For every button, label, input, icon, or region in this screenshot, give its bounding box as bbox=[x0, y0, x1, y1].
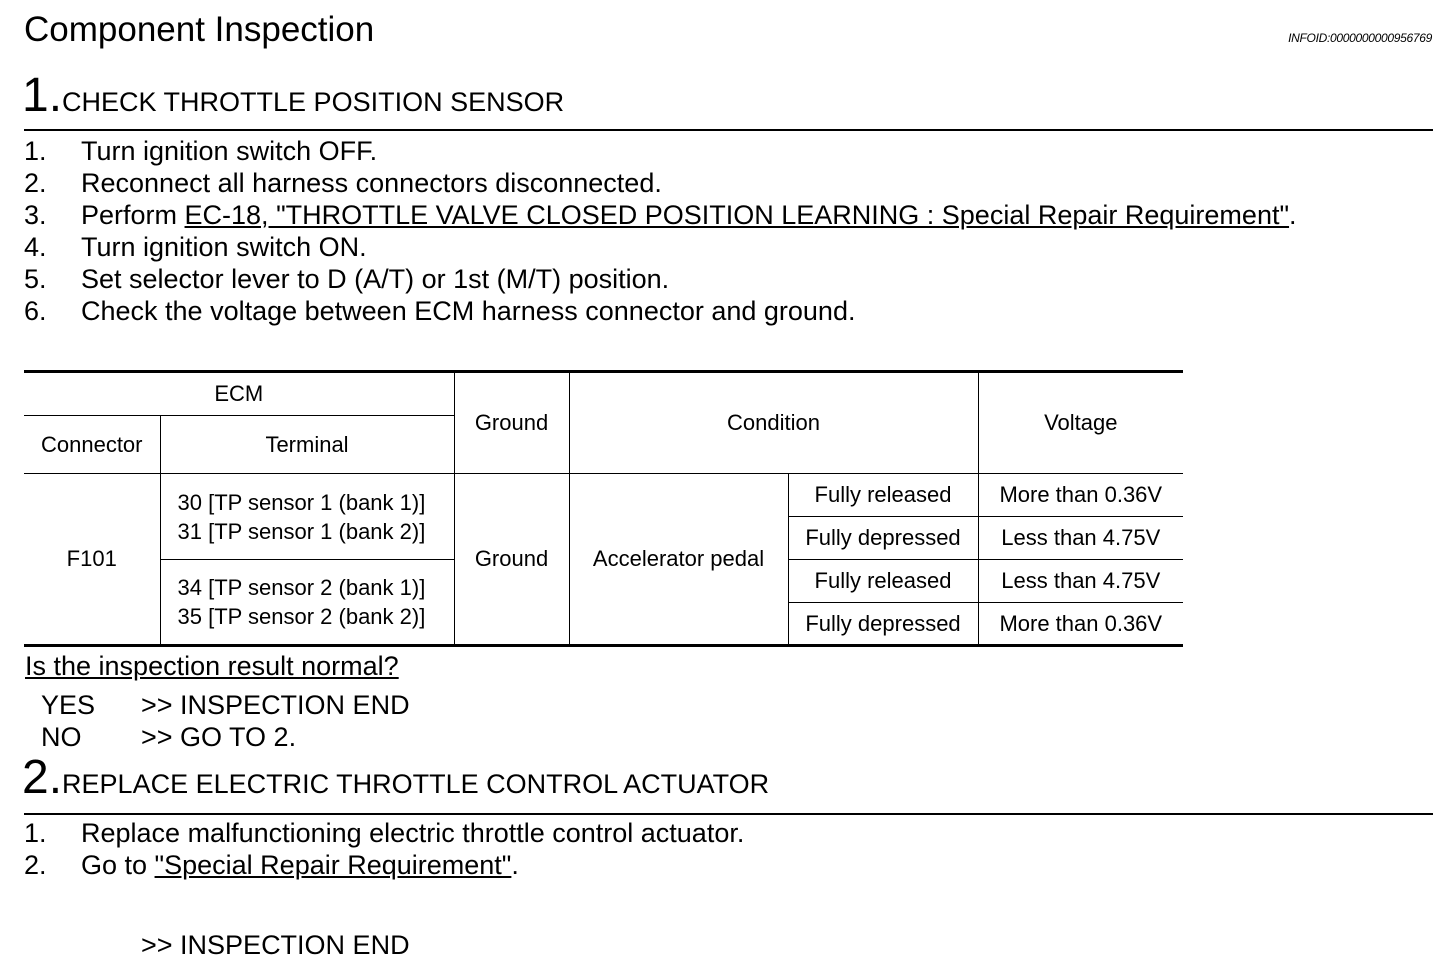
voltage-spec-table bbox=[24, 370, 1183, 647]
no-action: >> GO TO 2. bbox=[141, 722, 297, 752]
item-text: . bbox=[1289, 200, 1297, 230]
item-text: Perform bbox=[81, 200, 185, 230]
voltage-cell: More than 0.36V bbox=[978, 474, 1183, 517]
item-text: Reconnect all harness connectors disconnected. bbox=[81, 168, 662, 198]
step-2-title: REPLACE ELECTRIC THROTTLE CONTROL ACTUATOR bbox=[62, 769, 770, 799]
step-2-heading bbox=[22, 750, 769, 805]
header-connector: Connector bbox=[24, 416, 160, 474]
item-number: 2. bbox=[24, 168, 47, 198]
pedal-state-cell: Fully released bbox=[788, 474, 978, 517]
pedal-state-cell: Fully released bbox=[788, 560, 978, 603]
terminal-label: 35 [TP sensor 2 (bank 2)] bbox=[177, 604, 426, 629]
header-voltage: Voltage bbox=[978, 372, 1183, 474]
step-1-list bbox=[24, 135, 1297, 327]
pedal-state-cell: Fully depressed bbox=[788, 603, 978, 646]
no-label: NO bbox=[41, 722, 82, 752]
item-text: Check the voltage between ECM harness connector and ground. bbox=[81, 296, 856, 326]
list-item bbox=[24, 263, 1297, 295]
step-1-title: CHECK THROTTLE POSITION SENSOR bbox=[62, 87, 565, 117]
item-number: 6. bbox=[24, 296, 47, 326]
item-text: Turn ignition switch OFF. bbox=[81, 136, 378, 166]
item-text: Set selector lever to D (A/T) or 1st (M/T) position. bbox=[81, 264, 670, 294]
terminal-cell-tp1 bbox=[160, 474, 454, 560]
step-1-number: 1. bbox=[22, 69, 63, 122]
list-item bbox=[24, 199, 1297, 231]
info-id: INFOID:0000000000956769 bbox=[1288, 31, 1432, 45]
item-number: 1. bbox=[24, 818, 47, 848]
step-2-number: 2. bbox=[22, 751, 63, 804]
ground-cell: Ground bbox=[454, 474, 569, 646]
result-question: Is the inspection result normal? bbox=[25, 651, 399, 681]
item-text: . bbox=[511, 850, 519, 880]
header-condition: Condition bbox=[569, 372, 978, 474]
terminal-label: 31 [TP sensor 1 (bank 2)] bbox=[177, 518, 426, 544]
terminal-cell-tp2 bbox=[160, 560, 454, 646]
special-repair-requirement-link[interactable]: "Special Repair Requirement" bbox=[154, 850, 512, 880]
item-number: 3. bbox=[24, 200, 47, 230]
end-action: >> INSPECTION END bbox=[141, 930, 410, 960]
list-item bbox=[24, 817, 744, 849]
voltage-cell: More than 0.36V bbox=[978, 603, 1183, 646]
step-1-heading bbox=[22, 68, 564, 123]
list-item bbox=[24, 167, 1297, 199]
item-number: 4. bbox=[24, 232, 47, 262]
item-text: Replace malfunctioning electric throttle control actuator. bbox=[81, 818, 745, 848]
voltage-cell: Less than 4.75V bbox=[978, 560, 1183, 603]
list-item bbox=[24, 135, 1297, 167]
terminal-label: 34 [TP sensor 2 (bank 1)] bbox=[177, 575, 426, 600]
pedal-state-cell: Fully depressed bbox=[788, 517, 978, 560]
terminal-label: 30 [TP sensor 1 (bank 1)] bbox=[177, 489, 426, 515]
voltage-cell: Less than 4.75V bbox=[978, 517, 1183, 560]
item-text: Go to bbox=[81, 850, 155, 880]
step-2-list bbox=[24, 817, 744, 881]
connector-cell: F101 bbox=[24, 474, 160, 646]
list-item bbox=[24, 849, 744, 881]
item-number: 2. bbox=[24, 850, 47, 880]
header-ground: Ground bbox=[454, 372, 569, 474]
list-item bbox=[24, 295, 1297, 327]
item-number: 5. bbox=[24, 264, 47, 294]
page-title: Component Inspection bbox=[24, 10, 375, 49]
header-terminal: Terminal bbox=[160, 416, 454, 474]
condition-cell: Accelerator pedal bbox=[569, 474, 788, 646]
header-ecm: ECM bbox=[24, 372, 454, 416]
yes-action: >> INSPECTION END bbox=[141, 690, 410, 720]
yes-label: YES bbox=[41, 690, 96, 720]
ec18-reference-link[interactable]: EC-18, "THROTTLE VALVE CLOSED POSITION LEARNING : Special Repair Requirement" bbox=[184, 200, 1290, 230]
divider bbox=[24, 813, 1433, 815]
list-item bbox=[24, 231, 1297, 263]
divider bbox=[24, 129, 1433, 131]
item-text: Turn ignition switch ON. bbox=[81, 232, 367, 262]
item-number: 1. bbox=[24, 136, 47, 166]
